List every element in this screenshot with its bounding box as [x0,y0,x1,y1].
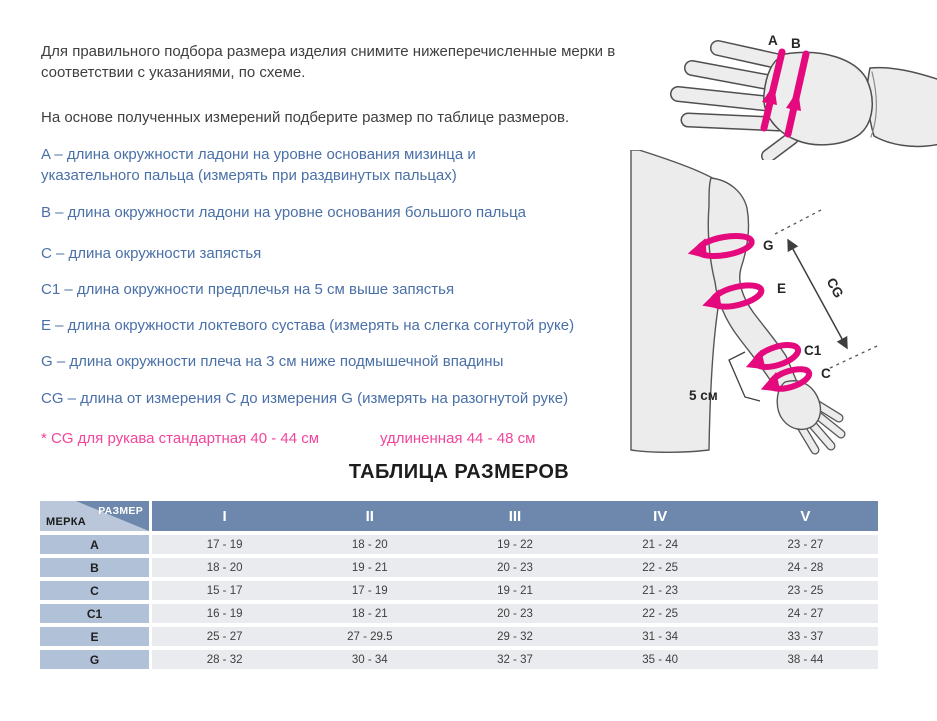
size-cell: 30 - 34 [297,650,442,669]
size-cell: 31 - 34 [588,627,733,646]
measurement-item-c1: C1 – длина окружности предплечья на 5 см выше запястья [41,281,455,298]
size-cell: 27 - 29.5 [297,627,442,646]
row-label: A [40,535,152,554]
measurement-item-e: E – длина окружности локтевого сустава (измерять на слегка согнутой руке) [41,317,575,334]
size-cell: 19 - 22 [442,535,587,554]
size-cell: 35 - 40 [588,650,733,669]
row-label: C1 [40,604,152,623]
size-table-title: ТАБЛИЦА РАЗМЕРОВ [348,461,570,483]
size-cell: 17 - 19 [297,581,442,600]
hand-label-a: A [768,33,778,48]
arm-label-c: C [821,366,831,381]
hand-label-b: B [791,36,801,51]
intro-paragraph-2: На основе полученных измерений подберите размер по таблице размеров. [41,109,570,126]
measurement-item-b: B – длина окружности ладони на уровне основания большого пальца [41,204,527,221]
hand-measurement-illustration [650,12,937,160]
arm-label-c1: C1 [804,343,822,358]
size-cell: 19 - 21 [442,581,587,600]
corner-label-measure: МЕРКА [46,516,86,528]
measurement-item-a: A – длина окружности ладони на уровне основания мизинца и указательного пальца (измерять при раздвинутых пальцах) [41,146,476,184]
size-cell: 18 - 20 [297,535,442,554]
footnote-extended-length: удлиненная 44 - 48 см [380,430,536,447]
size-cell: 17 - 19 [152,535,297,554]
size-cell: 20 - 23 [442,558,587,577]
corner-label-size: РАЗМЕР [98,505,143,517]
table-row [40,581,878,600]
size-table [40,497,878,673]
row-label: E [40,627,152,646]
size-cell: 20 - 23 [442,604,587,623]
table-row [40,650,878,669]
column-header-5: V [733,501,878,531]
size-cell: 16 - 19 [152,604,297,623]
size-cell: 38 - 44 [733,650,878,669]
size-cell: 25 - 27 [152,627,297,646]
measurement-item-c: C – длина окружности запястья [41,245,262,262]
size-cell: 15 - 17 [152,581,297,600]
table-row [40,558,878,577]
arm-label-cg: CG [823,275,847,301]
hand-forearm [867,68,937,147]
size-cell: 33 - 37 [733,627,878,646]
measurement-item-cg: CG – длина от измерения C до измерения G (измерять на разогнутой руке) [41,390,569,407]
reference-dash-line-bottom [830,346,877,368]
size-cell: 28 - 32 [152,650,297,669]
row-label: B [40,558,152,577]
table-row [40,535,878,554]
table-row [40,604,878,623]
table-header-row [40,501,878,531]
measurement-item-g: G – длина окружности плеча на 3 см ниже подмышечной впадины [41,353,504,370]
reference-dash-line-top [775,210,821,234]
size-cell: 21 - 23 [588,581,733,600]
size-cell: 24 - 27 [733,604,878,623]
row-label: C [40,581,152,600]
row-label: G [40,650,152,669]
size-cell: 32 - 37 [442,650,587,669]
arm-label-5cm: 5 см [689,388,718,403]
intro-paragraph-1: Для правильного подбора размера изделия снимите нижеперечисленные мерки в соответствии с указаниями, по схеме. [41,43,616,81]
column-header-1: I [152,501,297,531]
size-cell: 18 - 21 [297,604,442,623]
arm-label-e: E [777,281,787,296]
size-cell: 19 - 21 [297,558,442,577]
size-cell: 22 - 25 [588,558,733,577]
size-cell: 21 - 24 [588,535,733,554]
column-header-2: II [297,501,442,531]
corner-cell [40,501,152,531]
column-header-3: III [442,501,587,531]
arm-label-g: G [763,238,774,253]
size-cell: 29 - 32 [442,627,587,646]
size-cell: 18 - 20 [152,558,297,577]
column-header-4: IV [588,501,733,531]
size-cell: 23 - 25 [733,581,878,600]
table-row [40,627,878,646]
footnote-standard-length: * CG для рукава стандартная 40 - 44 см [41,430,320,447]
size-cell: 24 - 28 [733,558,878,577]
arm-measurement-illustration [625,150,937,465]
size-cell: 23 - 27 [733,535,878,554]
size-cell: 22 - 25 [588,604,733,623]
